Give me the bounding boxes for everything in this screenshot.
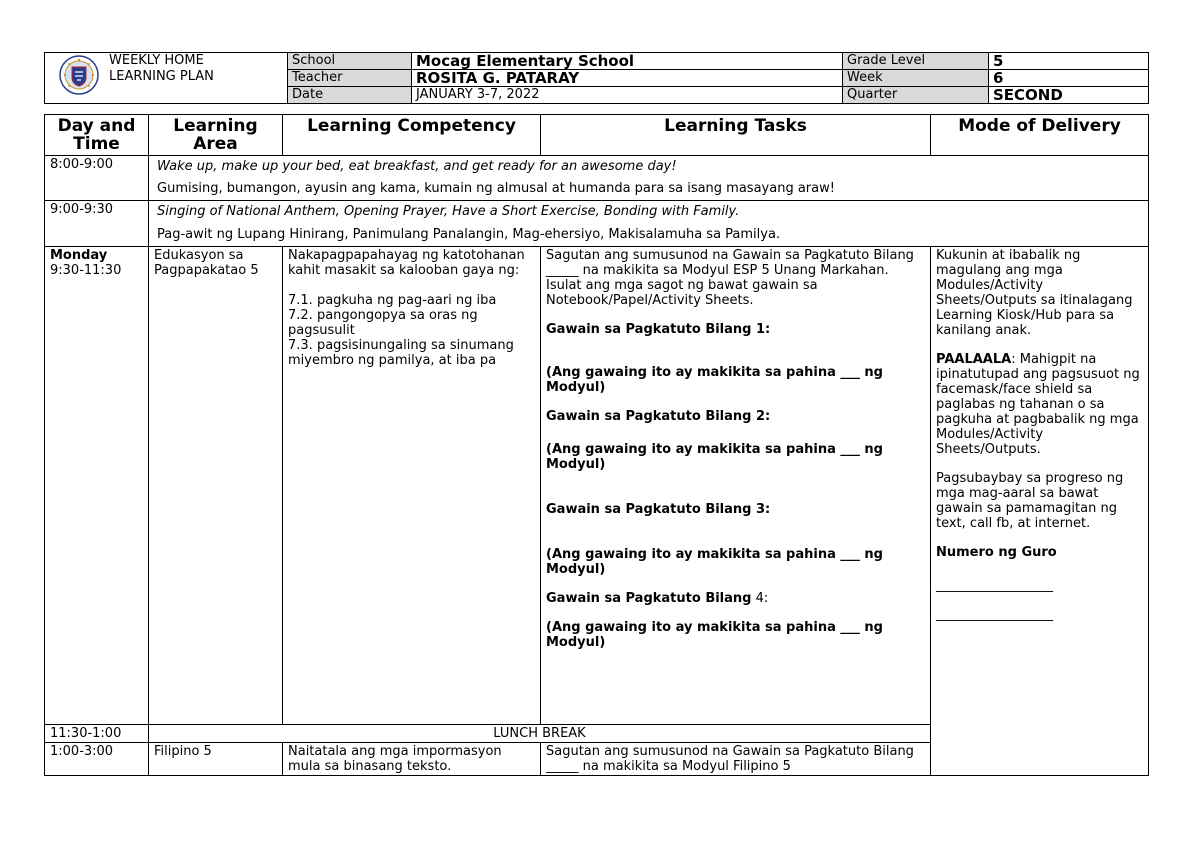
table-row (45, 247, 1149, 725)
task-2-title: Gawain sa Pagkatuto Bilang 2: (546, 409, 771, 424)
school-label: School (288, 53, 412, 70)
delivery-monitoring: Pagsubaybay sa progreso ng mga mag-aaral sa bawat gawain sa pamamagitan ng text, call fb, at internet. (936, 471, 1124, 531)
task-4-title (546, 591, 925, 606)
grade-level-label: Grade Level (843, 53, 989, 70)
monday-competency-item: 7.1. pagkuha ng pag-aari ng iba (288, 293, 497, 308)
logo-cell (45, 53, 288, 104)
task-4-title-main: Gawain sa Pagkatuto Bilang (546, 591, 752, 606)
date-label: Date (288, 87, 412, 104)
monday-day: Monday (50, 248, 108, 263)
teacher-value: ROSITA G. PATARAY (412, 70, 843, 87)
col-learning-tasks: Learning Tasks (541, 115, 931, 156)
monday-learning-area: Edukasyon sa Pagpapakatao 5 (149, 247, 283, 725)
row-text-english: Singing of National Anthem, Opening Prayer, Have a Short Exercise, Bonding with Family. (157, 204, 740, 219)
row-text-filipino: Pag-awit ng Lupang Hinirang, Panimulang Panalangin, Mag-ehersiyo, Makisalamuha sa Pamilya. (157, 227, 781, 242)
column-header-row (45, 115, 1149, 156)
col-learning-competency: Learning Competency (283, 115, 541, 156)
monday-competency-intro: Nakapagpapahayag ng katotohanan kahit masakit sa kalooban gaya ng: (288, 248, 525, 278)
lunch-time: 11:30-1:00 (45, 725, 149, 743)
task-1-title: Gawain sa Pagkatuto Bilang 1: (546, 322, 771, 337)
row-time: 9:00-9:30 (45, 201, 149, 247)
table-row (45, 156, 1149, 201)
task-4-title-number: 4: (751, 591, 769, 606)
row-time: 1:00-3:00 (45, 743, 149, 776)
delivery-paalaala (936, 352, 1143, 457)
header-block (44, 52, 1148, 104)
plan-table (44, 114, 1149, 776)
plan-title-line2: LEARNING PLAN (109, 69, 214, 84)
quarter-value: SECOND (989, 87, 1149, 104)
monday-competency-item: 7.2. pangongopya sa oras ng pagsusulit (288, 308, 478, 338)
col-day-time: Day and Time (45, 115, 149, 156)
teacher-number-line: __________________ (936, 607, 1053, 622)
task-1-note: (Ang gawaing ito ay makikita sa pahina ___ ng Modyul) (546, 365, 883, 395)
filipino-learning-area: Filipino 5 (149, 743, 283, 776)
paalaala-label: PAALAALA (936, 352, 1012, 367)
week-value: 6 (989, 70, 1149, 87)
lunch-break: LUNCH BREAK (149, 725, 931, 743)
quarter-label: Quarter (843, 87, 989, 104)
deped-seal-logo (59, 55, 99, 95)
teacher-number-label: Numero ng Guro (936, 545, 1057, 560)
monday-competency-item: miyembro ng pamilya, at iba pa (288, 353, 497, 368)
task-3-note: (Ang gawaing ito ay makikita sa pahina ___ ng Modyul) (546, 547, 883, 577)
week-label: Week (843, 70, 989, 87)
col-learning-area: Learning Area (149, 115, 283, 156)
row-text-filipino: Gumising, bumangon, ayusin ang kama, kumain ng almusal at humanda para sa isang masayang araw! (157, 181, 835, 196)
task-3-title: Gawain sa Pagkatuto Bilang 3: (546, 502, 771, 517)
date-value: JANUARY 3-7, 2022 (412, 87, 843, 104)
row-text-english: Wake up, make up your bed, eat breakfast, and get ready for an awesome day! (157, 159, 677, 174)
grade-level-value: 5 (989, 53, 1149, 70)
task-4-note: (Ang gawaing ito ay makikita sa pahina ___ ng Modyul) (546, 620, 883, 650)
plan-title-line1: WEEKLY HOME (109, 53, 204, 68)
teacher-label: Teacher (288, 70, 412, 87)
monday-task-intro: Sagutan ang sumusunod na Gawain sa Pagkatuto Bilang _____ na makikita sa Modyul ESP 5 Unang Markahan. Isulat ang mga sagot ng bawat gawain sa Notebook/Papel/Activity Sheets. (546, 248, 914, 308)
table-row (45, 201, 1149, 247)
plan-table-wrap (44, 114, 1148, 776)
monday-time: 9:30-11:30 (50, 263, 122, 278)
delivery-text: Kukunin at ibabalik ng magulang ang mga Modules/Activity Sheets/Outputs sa itinalagang Learning Kiosk/Hub para sa kanilang anak. (936, 248, 1133, 338)
col-mode-of-delivery: Mode of Delivery (931, 115, 1149, 156)
task-2-note: (Ang gawaing ito ay makikita sa pahina ___ ng Modyul) (546, 442, 883, 472)
paalaala-text: : Mahigpit na ipinatutupad ang pagsusuot ng facemask/face shield sa paglabas ng tahanan o sa pagkuha at pagbabalik ng mga Modules/Activity Sheets/Outputs. (936, 352, 1140, 457)
school-value: Mocag Elementary School (412, 53, 843, 70)
filipino-competency: Naitatala ang mga impormasyon mula sa binasang teksto. (283, 743, 541, 776)
teacher-number-line: __________________ (936, 578, 1053, 593)
monday-competency-item: 7.3. pagsisinungaling sa sinumang (288, 338, 514, 353)
row-time: 8:00-9:00 (45, 156, 149, 201)
filipino-task: Sagutan ang sumusunod na Gawain sa Pagkatuto Bilang _____ na makikita sa Modyul Filipino 5 (541, 743, 931, 776)
